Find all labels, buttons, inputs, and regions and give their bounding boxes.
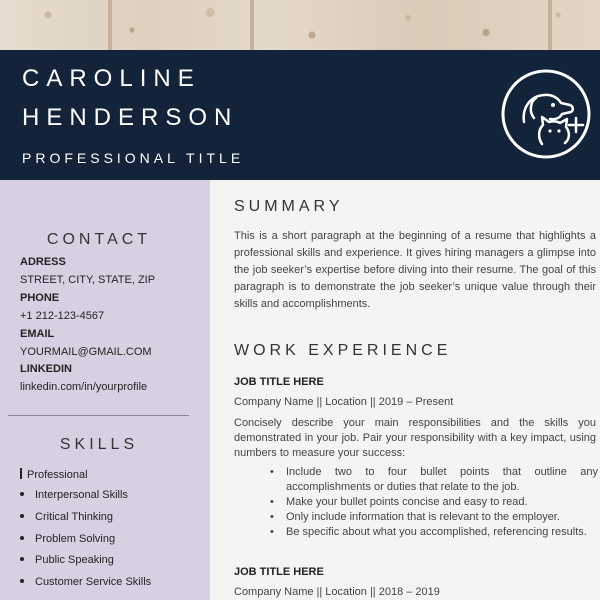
- experience-heading: WORK EXPERIENCE: [234, 342, 452, 359]
- job-title: JOB TITLE HERE: [234, 566, 324, 578]
- skill-item: [20, 554, 114, 566]
- bullet-item: • Make your bullet points concise and easy to read.: [270, 495, 598, 510]
- skill-label: Interpersonal Skills: [35, 489, 128, 501]
- job-description: Concisely describe your main responsibilities and the skills you demonstrated in your job. Pair your responsibility with a key impact, using numbers to measure your success:: [234, 417, 596, 459]
- summary-text: This is a short paragraph at the beginning of a resume that highlights a professional skills and experience. It gives hiring managers a glimpse into the job seeker’s expertise before diving into their resume. The goal of this paragraph is to demonstrate the job seeker’s unique value through their skills and accomplishments.: [234, 230, 596, 310]
- address-value: STREET, CITY, STATE, ZIP: [20, 274, 156, 286]
- job-bullets: [270, 465, 598, 540]
- bullet-dot: [20, 579, 24, 583]
- skill-item: [20, 489, 128, 501]
- resume-header: [0, 50, 600, 180]
- section-divider: [8, 415, 189, 416]
- company-line: Company Name || Location || 2019 – Present: [234, 396, 454, 408]
- background-stone-texture: [0, 0, 600, 50]
- skill-category-label: Professional: [27, 469, 88, 481]
- company-line: Company Name || Location || 2018 – 2019: [234, 586, 440, 598]
- skill-item: [20, 576, 151, 588]
- first-name: CAROLINE: [22, 65, 201, 92]
- bar-marker: [20, 468, 22, 479]
- email-label: EMAIL: [20, 328, 55, 340]
- phone-label: PHONE: [20, 292, 60, 304]
- bullet-dot: [20, 557, 24, 561]
- linkedin-value: linkedin.com/in/yourprofile: [20, 381, 148, 393]
- bullet-dot: [20, 514, 24, 518]
- skills-heading: SKILLS: [59, 436, 139, 453]
- address-label: ADRESS: [20, 256, 66, 268]
- bullet-item: • Include two to four bullet points that outline any accomplishments or duties that relate to the job.: [270, 465, 598, 495]
- bullet-item: • Be specific about what you accomplished, referencing results.: [270, 525, 598, 540]
- skill-label: Customer Service Skills: [35, 576, 152, 588]
- stone-seam: [250, 0, 254, 50]
- skill-item: [20, 511, 113, 523]
- summary-heading: SUMMARY: [234, 198, 344, 215]
- contact-heading: CONTACT: [46, 231, 152, 248]
- email-value: YOURMAIL@GMAIL.COM: [20, 346, 152, 358]
- phone-value: +1 212-123-4567: [20, 310, 105, 322]
- skill-category: [20, 468, 88, 481]
- bullet-item: • Only include information that is relevant to the employer.: [270, 510, 598, 525]
- linkedin-label: LINKEDIN: [20, 363, 72, 375]
- last-name: HENDERSON: [22, 104, 239, 131]
- bullet-dot: [20, 492, 24, 496]
- stone-seam: [548, 0, 552, 50]
- skill-item: [20, 533, 115, 545]
- stone-seam: [108, 0, 112, 50]
- skill-label: Critical Thinking: [35, 511, 114, 523]
- skill-label: Public Speaking: [35, 554, 114, 566]
- professional-title: PROFESSIONAL TITLE: [22, 150, 245, 166]
- sidebar: [0, 180, 210, 600]
- dog-cat-plus-icon: [500, 68, 592, 160]
- skill-label: Problem Solving: [35, 533, 116, 545]
- bullet-dot: [20, 536, 24, 540]
- job-title: JOB TITLE HERE: [234, 376, 324, 388]
- main-content: [210, 180, 600, 600]
